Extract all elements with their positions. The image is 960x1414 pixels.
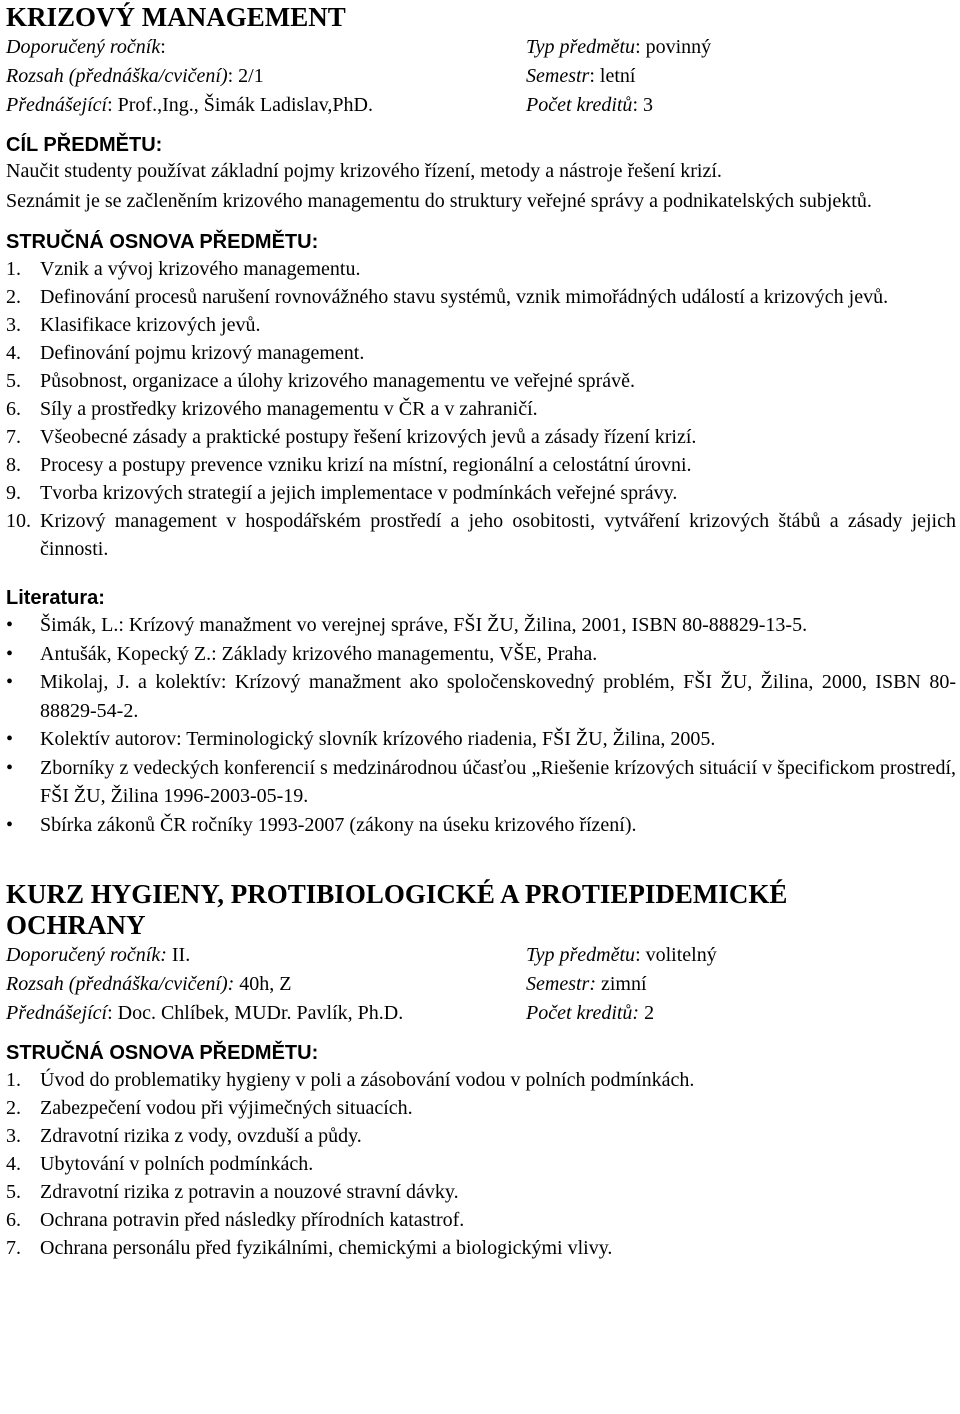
meta-label: Doporučený ročník:: [6, 944, 167, 966]
outline-list: [6, 1066, 956, 1262]
meta-label: Přednášející: [6, 94, 108, 116]
item-text: Síly a prostředky krizového managementu v ČR a v zahraničí.: [40, 398, 538, 420]
meta-value: : 2/1: [227, 65, 264, 87]
item-text: Zabezpečení vodou při výjimečných situacích.: [40, 1097, 413, 1119]
meta-label: Přednášející: [6, 1002, 108, 1024]
bullet: •: [6, 813, 14, 836]
item-text: Krizový management v hospodářském prostředí a jeho osobitosti, vytváření krizových štábů a zásady jejich činnosti.: [40, 510, 956, 560]
meta-value: II.: [166, 944, 191, 966]
item-number: 8.: [6, 454, 21, 476]
list-item: [6, 255, 956, 283]
meta-row: [6, 941, 956, 970]
bullet: •: [6, 614, 14, 636]
item-text: Zdravotní rizika z potravin a nouzové stravní dávky.: [40, 1181, 459, 1203]
item-number: 6.: [6, 398, 21, 420]
list-item: [6, 1234, 956, 1262]
list-item: [6, 725, 956, 754]
item-text: Vznik a vývoj krizového managementu.: [40, 258, 361, 280]
list-item: [6, 668, 956, 725]
item-number: 7.: [6, 426, 21, 448]
list-item: [6, 479, 956, 507]
item-text: Klasifikace krizových jevů.: [40, 314, 261, 336]
outline-list: [6, 255, 956, 563]
goal-text-2: Seznámit je se začleněním krizového managementu do struktury veřejné správy a podnikatelských subjektů.: [6, 190, 872, 212]
bullet: •: [6, 756, 14, 779]
item-text: Působnost, organizace a úlohy krizového managementu ve veřejné správě.: [40, 370, 635, 392]
course-title: KRIZOVÝ MANAGEMENT: [6, 2, 346, 32]
item-number: 3.: [6, 314, 21, 336]
item-text: Definování pojmu krizový management.: [40, 342, 365, 364]
item-number: 9.: [6, 482, 21, 504]
list-item: [6, 1150, 956, 1178]
list-item: [6, 339, 956, 367]
item-text: Šimák, L.: Krízový manažment vo verejnej správe, FŠI ŽU, Žilina, 2001, ISBN 80-88829-13-5.: [40, 614, 808, 636]
outline-heading: STRUČNÁ OSNOVA PŘEDMĚTU:: [6, 231, 319, 253]
item-text: Všeobecné zásady a praktické postupy řešení krizových jevů a zásady řízení krizí.: [40, 426, 697, 448]
meta-value: : 3: [632, 94, 653, 116]
meta-value: : povinný: [635, 36, 712, 58]
item-text: Definování procesů narušení rovnovážného stavu systémů, vznik mimořádných událostí a krizových jevů.: [40, 286, 889, 308]
literature-heading: Literatura:: [6, 587, 105, 609]
meta-label: Semestr:: [526, 973, 596, 995]
bullet: •: [6, 728, 14, 750]
item-number: 3.: [6, 1125, 21, 1147]
item-text: Sbírka zákonů ČR ročníky 1993-2007 (zákony na úseku krizového řízení).: [40, 813, 637, 836]
list-item: [6, 311, 956, 339]
item-number: 2.: [6, 1097, 21, 1119]
item-number: 7.: [6, 1237, 21, 1259]
item-number: 5.: [6, 370, 21, 392]
meta-value: 40h, Z: [234, 973, 292, 995]
list-item: [6, 507, 956, 563]
meta-row: [6, 999, 956, 1028]
goal-heading: CÍL PŘEDMĚTU:: [6, 134, 163, 156]
list-item: [6, 451, 956, 479]
list-item: [6, 395, 956, 423]
meta-value: : Doc. Chlíbek, MUDr. Pavlík, Ph.D.: [107, 1002, 404, 1024]
list-item: [6, 1122, 956, 1150]
meta-row: [6, 970, 956, 999]
meta-row: [6, 62, 956, 91]
item-text: Tvorba krizových strategií a jejich implementace v podmínkách veřejné správy.: [40, 482, 678, 504]
list-item: [6, 811, 956, 840]
item-number: 5.: [6, 1181, 21, 1203]
meta-label: Typ předmětu: [526, 944, 636, 966]
item-text: Ochrana personálu před fyzikálními, chemickými a biologickými vlivy.: [40, 1237, 613, 1259]
item-text: Zdravotní rizika z vody, ovzduší a půdy.: [40, 1125, 362, 1147]
item-text: Úvod do problematiky hygieny v poli a zásobování vodou v polních podmínkách.: [40, 1069, 695, 1091]
item-text: Ubytování v polních podmínkách.: [40, 1153, 314, 1175]
meta-label: Počet kreditů:: [526, 1002, 640, 1024]
meta-label: Doporučený ročník: [6, 36, 161, 58]
item-text: Zborníky z vedeckých konferencií s medzinárodnou účasťou „Riešenie krízových situácií v špecifickom prostredí, FŠI ŽU, Žilina 1996-2003-05-19.: [40, 756, 956, 807]
meta-label: Rozsah (přednáška/cvičení): [6, 65, 228, 87]
item-number: 1.: [6, 1069, 21, 1091]
list-item: [6, 423, 956, 451]
meta-value: : Prof.,Ing., Šimák Ladislav,PhD.: [107, 94, 374, 116]
meta-label: Počet kreditů: [526, 94, 633, 116]
meta-label: Rozsah (přednáška/cvičení):: [6, 973, 235, 995]
meta-label: Semestr: [526, 65, 590, 87]
meta-value: : letní: [589, 65, 636, 87]
meta-row: [6, 91, 956, 120]
document-page: [6, 0, 956, 1262]
item-number: 6.: [6, 1209, 21, 1231]
item-text: Mikolaj, J. a kolektív: Krízový manažment ako spoločenskovedný problém, FŠI ŽU, Žilina, 2000, ISBN 80-88829-54-2.: [40, 671, 956, 722]
meta-value: : volitelný: [635, 944, 717, 966]
meta-value: :: [160, 36, 166, 58]
course-meta: [6, 33, 956, 120]
item-text: Ochrana potravin před následky přírodních katastrof.: [40, 1209, 465, 1231]
course-title: KURZ HYGIENY, PROTIBIOLOGICKÉ A PROTIEPIDEMICKÉ OCHRANY: [6, 879, 788, 940]
literature-list: [6, 611, 956, 839]
list-item: [6, 611, 956, 640]
item-text: Procesy a postupy prevence vzniku krizí na místní, regionální a celostátní úrovni.: [40, 454, 692, 476]
list-item: [6, 367, 956, 395]
item-number: 4.: [6, 1153, 21, 1175]
bullet: •: [6, 671, 14, 693]
list-item: [6, 1206, 956, 1234]
meta-value: zimní: [595, 973, 647, 995]
list-item: [6, 1178, 956, 1206]
list-item: [6, 1094, 956, 1122]
item-text: Antušák, Kopecký Z.: Základy krizového managementu, VŠE, Praha.: [40, 642, 598, 665]
item-number: 1.: [6, 258, 21, 280]
item-number: 10.: [6, 510, 31, 532]
list-item: [6, 754, 956, 811]
list-item: [6, 1066, 956, 1094]
meta-label: Typ předmětu: [526, 36, 636, 58]
meta-value: 2: [639, 1002, 655, 1024]
bullet: •: [6, 642, 14, 665]
goal-text-1: Naučit studenty používat základní pojmy krizového řízení, metody a nástroje řešení krizí.: [6, 160, 722, 182]
list-item: [6, 283, 956, 311]
outline-heading: STRUČNÁ OSNOVA PŘEDMĚTU:: [6, 1042, 319, 1064]
course-meta: [6, 941, 956, 1028]
item-number: 4.: [6, 342, 21, 364]
item-text: Kolektív autorov: Terminologický slovník krízového riadenia, FŠI ŽU, Žilina, 2005.: [40, 728, 716, 750]
list-item: [6, 640, 956, 669]
meta-row: [6, 33, 956, 62]
item-number: 2.: [6, 286, 21, 308]
